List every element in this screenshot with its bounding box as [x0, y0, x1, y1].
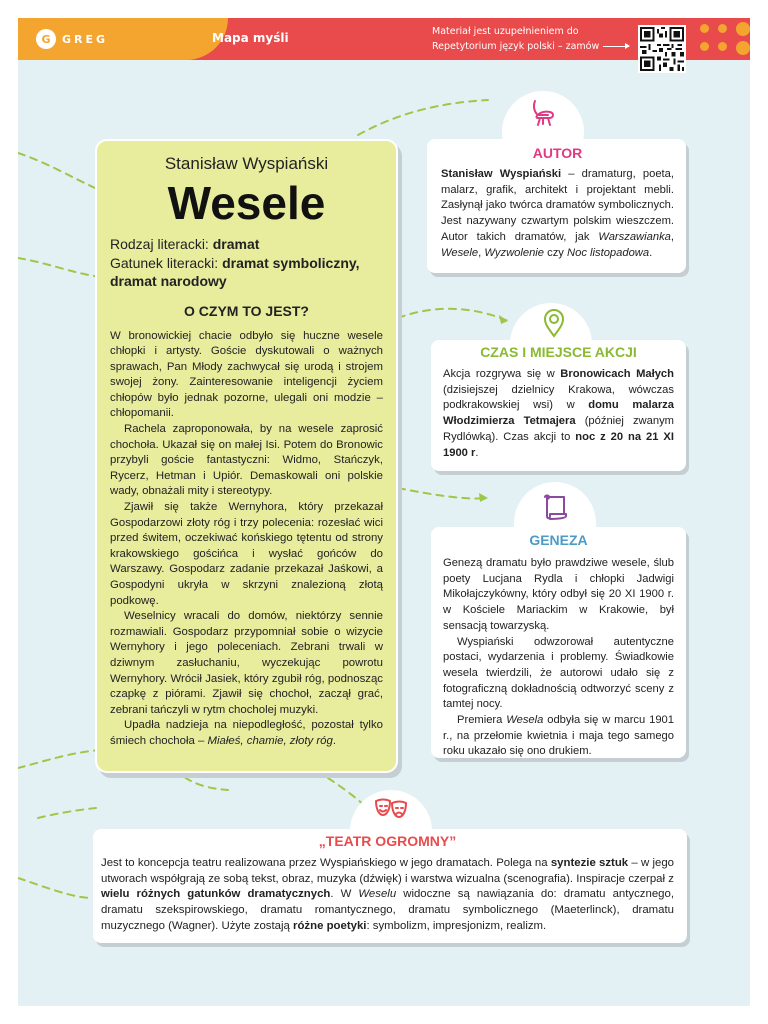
plot-paragraph: Weselnicy wracali do domów, niektórzy sennie rozmawiali. Gospodarz przypomniał sobie o wizycie Wernyhory i jego poleceniach. Zebrani trwali w dziwnym zasłuchaniu, wyczekując powrotu Wernyhory. Wrócił Jasiek, który zgubił róg, podnosząc czapkę z piórami. Zjawił się chochoł, zaczął grać, zebrani tańczyli w rytm chocholej muzyki. — [110, 610, 383, 716]
page-sheet — [18, 18, 750, 1006]
header-info-line2[interactable]: Repetytorium język polski – zamów — [432, 41, 600, 52]
czas-text: Akcja rozgrywa się w Bronowicach Małych (dzisiejszej dzielnicy Krakowa, wówczas podkrakowskiej wsi) w domu malarza Włodzimierza Tetmajera (później zwanym Rydlówką). Czas akcji to noc z 20 na 21 XI 1900 r. — [443, 368, 674, 459]
logo-icon: G — [36, 29, 56, 49]
section-title-plot: O CZYM TO JEST? — [184, 302, 309, 319]
czas-heading: CZAS I MIEJSCE AKCJI — [480, 344, 637, 360]
genre-value: dramat — [212, 236, 260, 252]
geneza-text — [443, 556, 674, 760]
main-card — [95, 139, 398, 773]
work-title: Wesele — [167, 177, 326, 229]
geneza-paragraph: Genezą dramatu było prawdziwe wesele, ślub poety Lucjana Rydla i chłopki Jadwigi Mikołajczykówny, który odbył się 20 XI 1900 r. w Kościele Mariackim w Krakowie, był sensacją towarzyską. — [443, 557, 674, 632]
geneza-card — [431, 527, 686, 758]
genre-info — [110, 235, 383, 291]
chair-icon — [528, 98, 558, 128]
genre-label: Rodzaj literacki: — [110, 236, 213, 252]
teatr-card — [93, 829, 687, 943]
location-pin-icon — [539, 308, 569, 338]
teatr-text: Jest to koncepcja teatru realizowana przez Wyspiańskiego w jego dramatach. Polega na syntezie sztuk – w jego utworach współgrają ze sobą tekst, obraz, muzyka (dźwięk) i warstwa wizualna (scenografia). Inspiracje czerpał z wielu różnych gatunków dramatycznych. W Weselu widoczne są nawiązania do: dramatu antycznego, dramatu szekspirowskiego, dramatu romantycznego, dramatu symbolicznego (Maeterlinck), dramatu muzycznego (Wagner). Użyte zostają różne poetyki: symbolizm, impresjonizm, realizm. — [101, 857, 675, 932]
plot-paragraph: Upadła nadzieja na niepodległość, pozostał tylko śmiech chochoła – Miałeś, chamie, złoty róg. — [110, 719, 383, 747]
type-label: Gatunek literacki: — [110, 254, 223, 271]
header-info-line1: Materiał jest uzupełnieniem do — [432, 26, 579, 37]
teatr-heading: „TEATR OGROMNY” — [318, 833, 457, 849]
autor-card — [427, 139, 686, 273]
header-title: Mapa myśli — [212, 31, 289, 45]
author-name: Stanisław Wyspiański — [441, 168, 562, 180]
scroll-icon — [540, 492, 570, 522]
czas-card — [431, 340, 686, 471]
autor-text: Stanisław Wyspiański – dramaturg, poeta, malarz, grafik, architekt i projektant mebli. Zasłynął jako twórca dramatów symbolicznych. Jest nazywany czwartym polskim wieszczem. Autor takich dramatów, jak Warszawianka, Wesele, Wyzwolenie czy Noc listopadowa. — [441, 168, 674, 259]
plot-text — [110, 329, 383, 750]
geneza-paragraph: Wyspiański odwzorował autentyczne postaci, wydarzenia i problemy. Świadkowie wesela twierdzili, że autorowi udało się z fotograficzną dokładnością odtworzyć sceny z tamtej nocy. — [443, 635, 674, 711]
type-value: dramat symboliczny, dramat narodowy — [110, 254, 360, 289]
plot-paragraph: Rachela zaproponowała, by na wesele zaprosić chochoła. Ukazał się on małej Isi. Potem do Bronowic przybyli goście fantastyczni: Widmo, Stańczyk, Rycerz, Hetman i Upiór. Demaskowali oni polskie wady, obnażali mity i stereotypy. — [110, 423, 383, 498]
work-author: Stanisław Wyspiański — [164, 154, 329, 173]
logo-text: GREG — [62, 32, 109, 46]
theater-masks-icon — [373, 797, 409, 827]
autor-heading: AUTOR — [532, 145, 583, 161]
geneza-paragraph: Premiera Wesela odbyła się w marcu 1901 r., na przełomie kwietnia i maja tego samego roku ukazało się ono drukiem. — [443, 714, 674, 758]
geneza-heading: GENEZA — [529, 532, 588, 548]
plot-paragraph: Zjawił się także Wernyhora, który przekazał Gospodarzowi złoty róg i trzy polecenia: rozesłać wici przed świtem, oczekiwać końskiego tętentu od strony krakowskiego gościńca i wysłać gońców do Warszawy. Gospodarz zadanie przekazał Jaśkowi, a Gospodyni ukryła w skrzyni znalezioną złotą podkowę. — [110, 501, 383, 607]
plot-paragraph: W bronowickiej chacie odbyło się huczne wesele chłopki i artysty. Goście dyskutowali o ważnych sprawach, Pan Młody zachwycał się urodą i strojem swojej żony. Zainteresowanie inteligencji życiem chłopów było jednak pozorne, ulegali oni modzie – chłopomanii. — [110, 329, 383, 420]
